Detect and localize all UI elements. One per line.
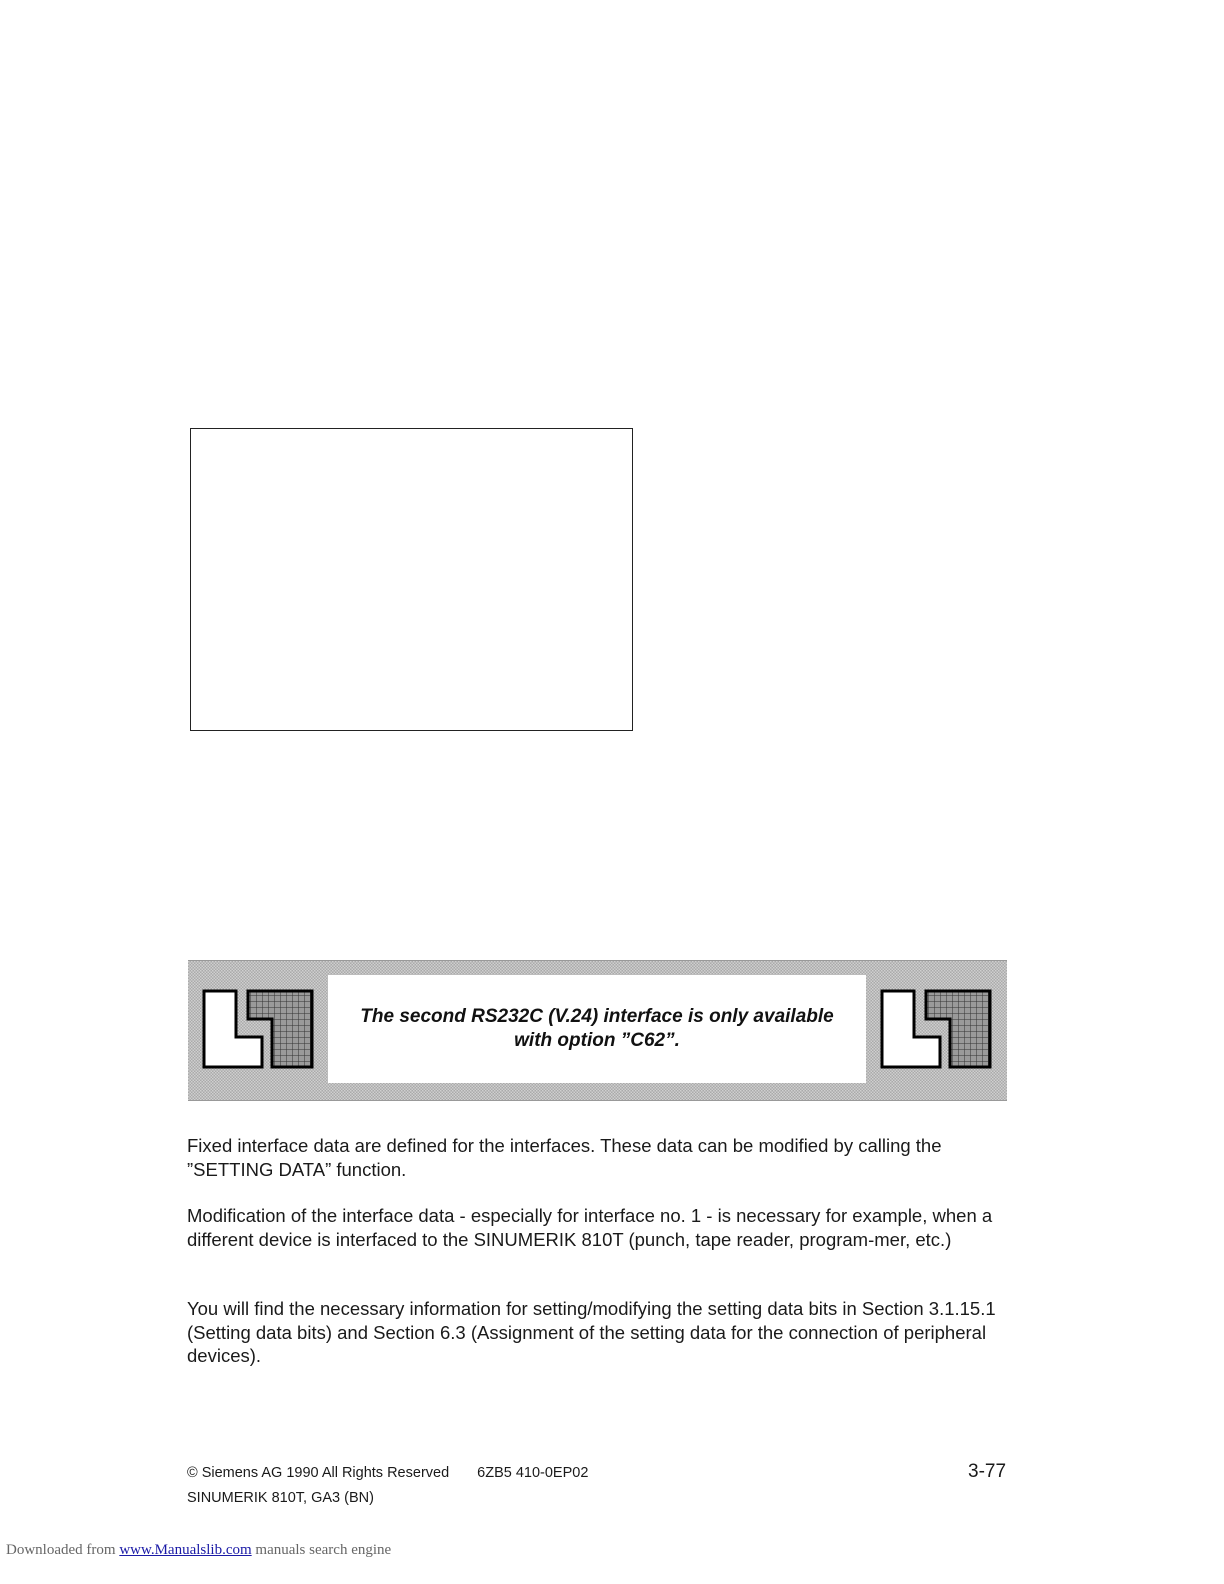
- download-suffix: manuals search engine: [255, 1542, 392, 1558]
- manualslib-link[interactable]: www.Manualslib.com: [119, 1542, 252, 1558]
- download-bar: [6, 1542, 391, 1559]
- paragraph-modification: Modification of the interface data - especially for interface no. 1 - is necessary for example, when a different device is interfaced to the SINUMERIK 810T (punch, tape reader, program-mer, etc.): [187, 1205, 993, 1250]
- note-text-panel: [328, 975, 866, 1083]
- page-number: 3-77: [968, 1461, 1007, 1482]
- download-prefix: Downloaded from: [6, 1542, 116, 1558]
- paragraph-reference: You will find the necessary information for setting/modifying the setting data bits in Section 3.1.15.1 (Setting data bits) and Section 6.3 (Assignment of the setting data for the connection of peripheral devices).: [187, 1298, 996, 1366]
- note-line-1: The second RS232C (V.24) interface is only available: [360, 1006, 834, 1027]
- footer-order-number: 6ZB5 410-0EP02: [477, 1465, 589, 1481]
- footer-copyright-line: [187, 1465, 616, 1481]
- empty-figure-frame: [190, 428, 633, 731]
- note-line-2: with option ”C62”.: [514, 1030, 680, 1051]
- note-box: [188, 960, 1007, 1101]
- paragraph-interface-data: Fixed interface data are defined for the interfaces. These data can be modified by calling the ”SETTING DATA” function.: [187, 1135, 942, 1180]
- footer-copyright: © Siemens AG 1990 All Rights Reserved: [187, 1465, 450, 1481]
- note-symbol-icon: [880, 989, 992, 1071]
- footer-product: SINUMERIK 810T, GA3 (BN): [187, 1490, 374, 1506]
- note-symbol-icon: [202, 989, 314, 1071]
